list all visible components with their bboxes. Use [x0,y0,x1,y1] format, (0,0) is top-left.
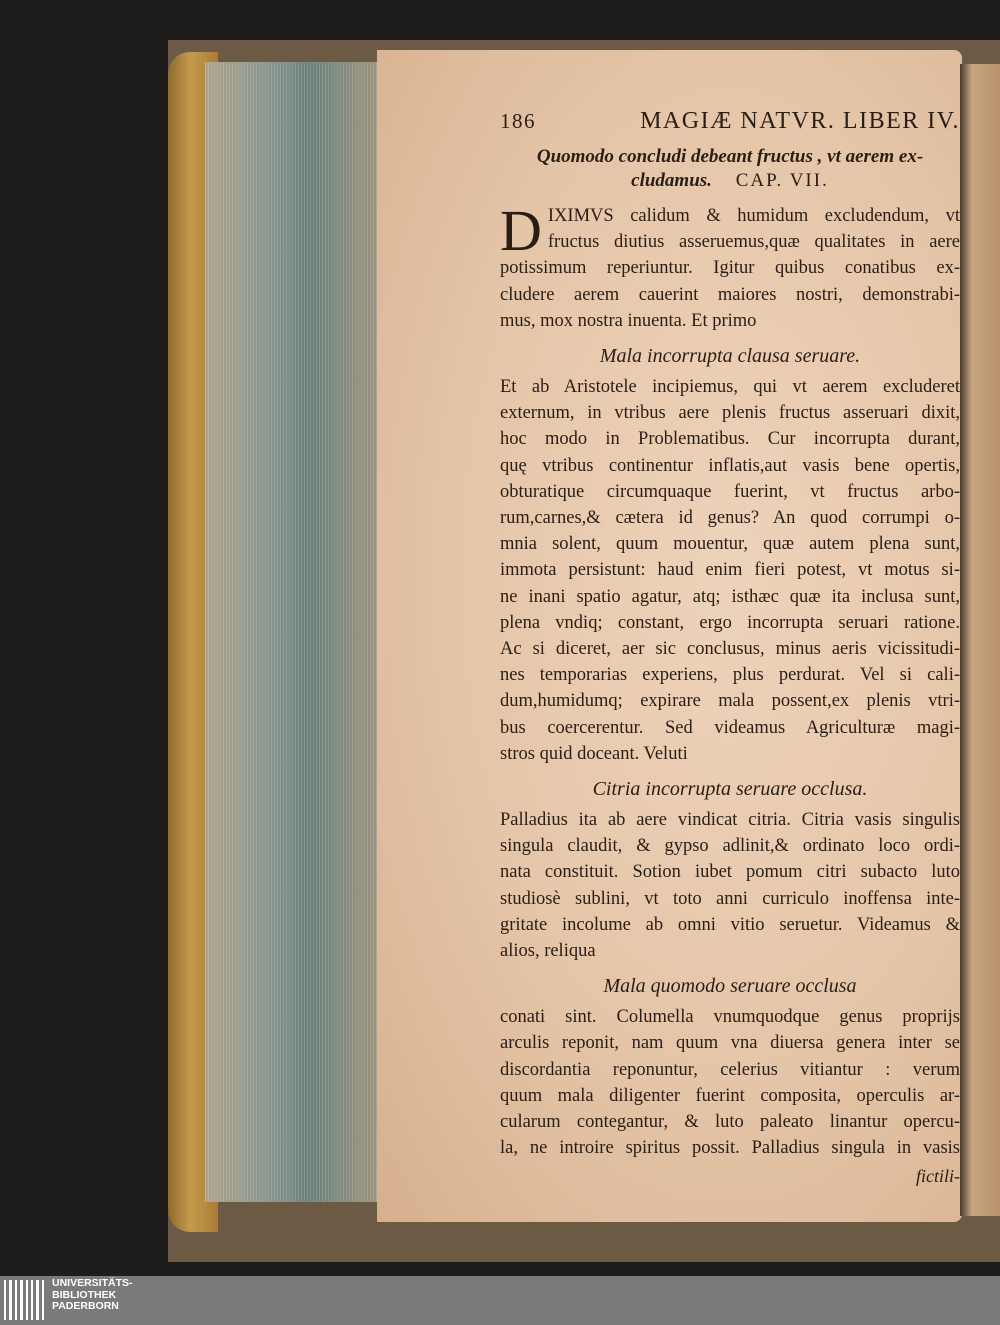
text-line: Et ab Aristotele incipiemus, qui vt aerem excluderet [500,377,960,398]
chapter-number: CAP. VII. [735,170,829,191]
logo-line-3: PADERBORN [52,1300,119,1312]
text-line: alios, reliqua [500,941,596,962]
section-heading: Citria incorrupta seruare occlusa. [592,778,868,801]
text-line: externum, in vtribus aere plenis fructus asseruari dixit, [500,403,960,424]
text-line: hoc modo in Problematibus. Cur incorrupta durant, [500,429,960,450]
text-line: gritate incolume ab omni vitio seruetur. Videamus & [500,914,960,935]
text-line: la, ne introire spiritus possit. Palladius singula in vasis [500,1138,960,1159]
text-line: discordantia reponuntur, celerius vitiantur : verum [500,1059,960,1080]
text-line: potissimum reperiuntur. Igitur quibus conatibus ex- [500,258,960,279]
page-text [500,108,960,1187]
text-line: dum,humidumq; expirare mala possent,ex plenis vtri- [500,691,960,712]
page-edges [205,62,377,1202]
chapter-title-end: cludamus. [631,170,712,191]
section-paragraph [500,1004,960,1161]
running-title: MAGIÆ NATVR. LIBER IV. [640,108,960,134]
chapter-title-line-2 [500,169,960,193]
text-line: IXIMVS calidum & humidum excludendum, vt [547,206,960,226]
section-paragraph [500,374,960,767]
text-line: fructus diutius asseruemus,quæ qualitates in aere [547,232,960,253]
text-line: cludere aerem cauerint maiores nostri, demonstrabi- [500,284,960,305]
catchword: fictili- [916,1165,960,1186]
intro-paragraph [500,198,960,334]
library-logo-icon [4,1280,44,1320]
chapter-title-line-1: Quomodo concludi debeant fructus , vt aerem ex- [536,146,924,167]
text-line: Ac si diceret, aer sic conclusus, minus aeris vicissitudi- [500,639,960,660]
footer-bar [0,1276,1000,1325]
text-line: conati sint. Columella vnumquodque genus proprijs [500,1007,960,1028]
logo-line-1: UNIVERSITÄTS- [52,1277,133,1289]
text-line: nes temporarias experiens, plus perdurat. Vel si cali- [500,665,960,686]
library-logo-text [52,1278,133,1313]
page-number: 186 [500,109,536,133]
text-line: plena vndiq; constant, ergo incorrupta seruari ratione. [500,612,960,633]
running-head [500,108,960,135]
text-line: Palladius ita ab aere vindicat citria. Citria vasis singulis [500,810,960,831]
text-line: mnia solent, quum mouentur, quæ autem plena sunt, [500,534,960,555]
text-line: arculis reponit, nam quum vna diuersa genera inter se [500,1033,960,1054]
text-line: singula claudit, & gypso adlinit,& ordinato loco ordi- [500,836,960,857]
text-line: ne inani spatio agatur, atq; isthæc quæ ita inclusa sunt, [500,586,960,607]
drop-cap: D [500,198,542,263]
section-heading: Mala quomodo seruare occlusa [603,975,857,998]
text-line: quum mala diligenter fuerint composita, operculis ar- [500,1085,960,1106]
text-line: bus coercerentur. Sed videamus Agriculturæ magi- [500,717,960,738]
text-line: rum,carnes,& cætera id genus? An quod corrumpi o- [500,508,960,529]
section-heading: Mala incorrupta clausa seruare. [599,345,861,368]
text-line: mus, mox nostra inuenta. Et primo [500,310,757,331]
chapter-heading [500,145,960,193]
text-line: immota persistunt: haud enim fieri potest, vt motus si- [500,560,960,581]
text-line: nata constituit. Sotion iubet pomum citri subacto luto [500,862,960,883]
text-line: studiosè sublini, vt toto anni curriculo inoffensa inte- [500,888,960,909]
logo-line-2: BIBLIOTHEK [52,1288,117,1301]
next-page-edge [960,64,1000,1216]
text-line: cularum contegantur, & luto paleato linantur opercu- [500,1112,960,1133]
text-line: obturatique circumquaque fuerint, vt fructus arbo- [500,481,960,502]
text-line: quę vtribus continentur inflatis,aut vasis bene opertis, [500,455,960,476]
section-paragraph [500,807,960,964]
text-line: stros quid doceant. Veluti [500,743,688,764]
